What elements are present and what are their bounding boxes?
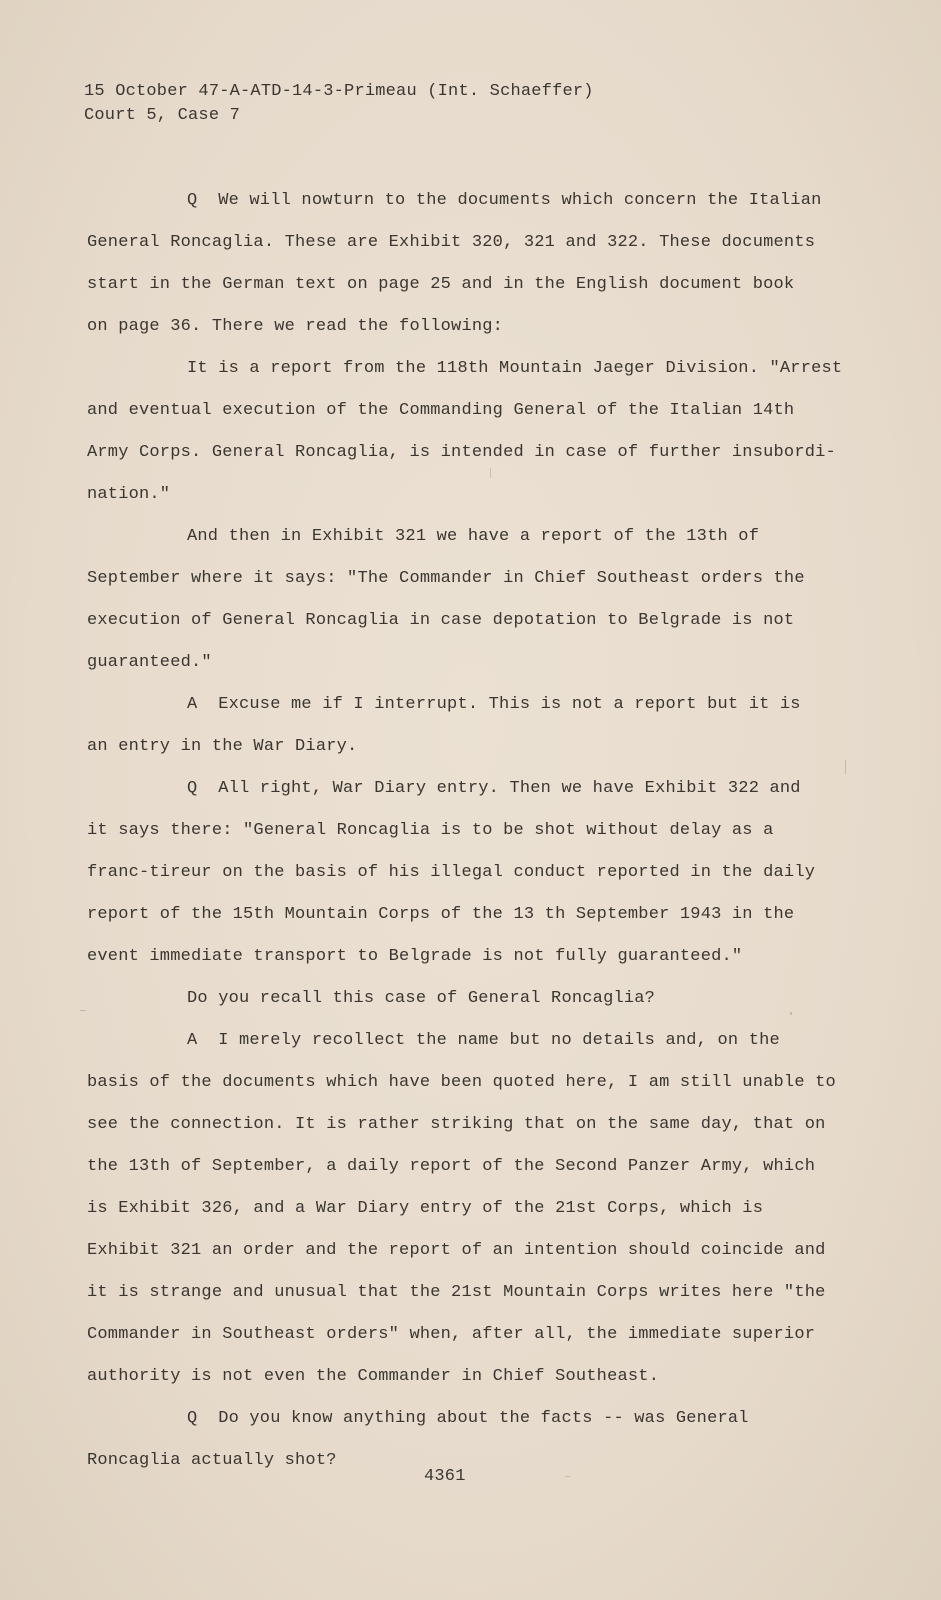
transcript-line: authority is not even the Commander in Chief Southeast. bbox=[87, 1367, 660, 1386]
transcript-line: Q We will nowturn to the documents which concern the Italian bbox=[187, 191, 822, 210]
transcript-line: basis of the documents which have been quoted here, I am still unable to bbox=[87, 1073, 836, 1092]
paper-speck bbox=[565, 1476, 570, 1477]
header-line-2: Court 5, Case 7 bbox=[84, 106, 241, 125]
transcript-line: it says there: "General Roncaglia is to be shot without delay as a bbox=[87, 821, 774, 840]
transcript-body bbox=[87, 180, 843, 1482]
transcript-line: and eventual execution of the Commanding General of the Italian 14th bbox=[87, 401, 795, 420]
transcript-line: A Excuse me if I interrupt. This is not a report but it is bbox=[187, 695, 801, 714]
transcript-line: It is a report from the 118th Mountain Jaeger Division. "Arrest bbox=[187, 359, 843, 378]
transcript-line: Army Corps. General Roncaglia, is intended in case of further insubordi- bbox=[87, 443, 836, 462]
transcript-line: Q Do you know anything about the facts -- was General bbox=[187, 1409, 749, 1428]
page-number: 4361 bbox=[424, 1467, 466, 1486]
transcript-line: it is strange and unusual that the 21st Mountain Corps writes here "the bbox=[87, 1283, 826, 1302]
transcript-line: Do you recall this case of General Roncaglia? bbox=[187, 989, 656, 1008]
transcript-line: nation." bbox=[87, 485, 171, 504]
paper-speck bbox=[790, 1012, 792, 1015]
transcript-line: Roncaglia actually shot? bbox=[87, 1451, 337, 1470]
transcript-line: on page 36. There we read the following: bbox=[87, 317, 504, 336]
transcript-line: Exhibit 321 an order and the report of an intention should coincide and bbox=[87, 1241, 826, 1260]
transcript-line: see the connection. It is rather striking that on the same day, that on bbox=[87, 1115, 826, 1134]
transcript-line: execution of General Roncaglia in case depotation to Belgrade is not bbox=[87, 611, 795, 630]
paper-speck bbox=[80, 1010, 86, 1011]
transcript-line: report of the 15th Mountain Corps of the 13 th September 1943 in the bbox=[87, 905, 795, 924]
transcript-line: the 13th of September, a daily report of the Second Panzer Army, which bbox=[87, 1157, 816, 1176]
transcript-line: September where it says: "The Commander in Chief Southeast orders the bbox=[87, 569, 805, 588]
document-header bbox=[84, 80, 594, 128]
transcript-line: General Roncaglia. These are Exhibit 320, 321 and 322. These documents bbox=[87, 233, 816, 252]
transcript-line: A I merely recollect the name but no details and, on the bbox=[187, 1031, 780, 1050]
paper-speck bbox=[490, 468, 491, 478]
paper-speck bbox=[845, 760, 846, 774]
transcript-line: Commander in Southeast orders" when, after all, the immediate superior bbox=[87, 1325, 816, 1344]
transcript-line: an entry in the War Diary. bbox=[87, 737, 358, 756]
transcript-line: And then in Exhibit 321 we have a report of the 13th of bbox=[187, 527, 760, 546]
transcript-line: event immediate transport to Belgrade is not fully guaranteed." bbox=[87, 947, 743, 966]
transcript-line: guaranteed." bbox=[87, 653, 212, 672]
transcript-line: is Exhibit 326, and a War Diary entry of the 21st Corps, which is bbox=[87, 1199, 764, 1218]
transcript-line: start in the German text on page 25 and in the English document book bbox=[87, 275, 795, 294]
transcript-line: Q All right, War Diary entry. Then we have Exhibit 322 and bbox=[187, 779, 801, 798]
transcript-line: franc-tireur on the basis of his illegal conduct reported in the daily bbox=[87, 863, 816, 882]
header-line-1: 15 October 47-A-ATD-14-3-Primeau (Int. Schaeffer) bbox=[84, 82, 594, 101]
